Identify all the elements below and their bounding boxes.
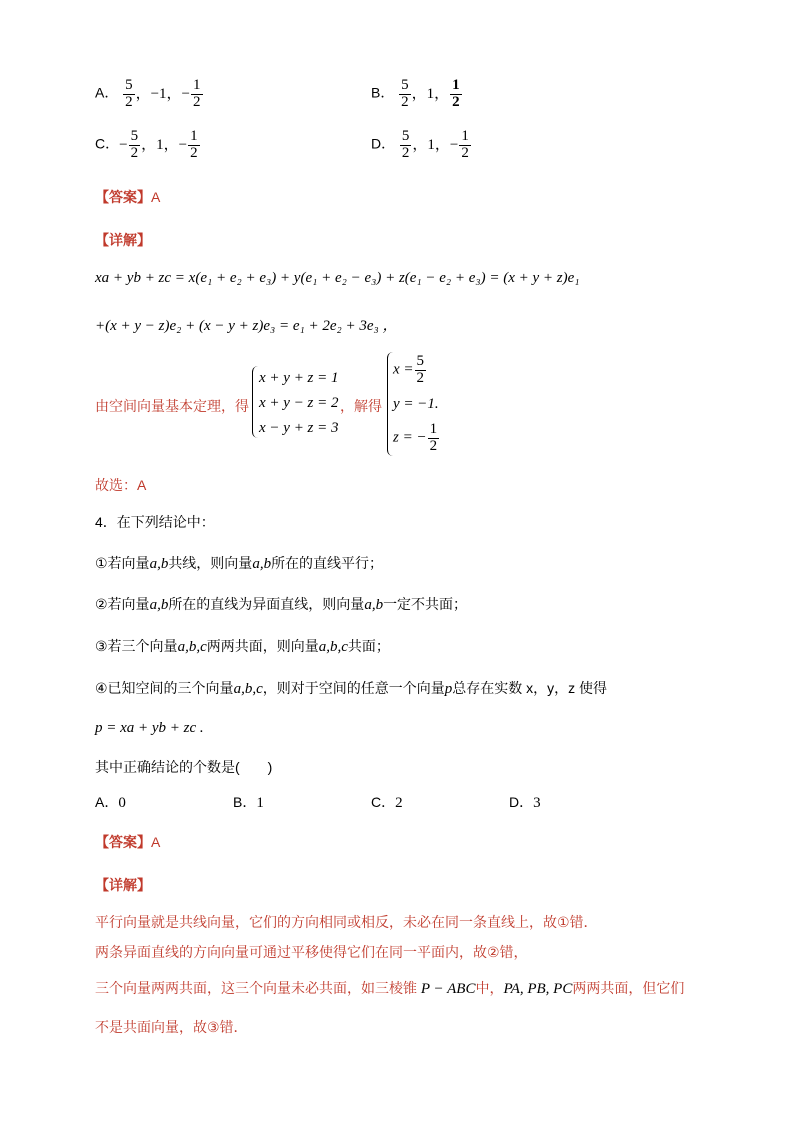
- detail-line-1: 平行向量就是共线向量，它们的方向相同或相反，未必在同一条直线上，故①错．: [95, 914, 598, 930]
- option-value: 2: [395, 795, 403, 811]
- fraction-denominator: 2: [461, 144, 469, 161]
- vector-symbols: a,b: [149, 597, 169, 613]
- q4-option-b: [233, 792, 264, 812]
- question-ask: 其中正确结论的个数是( ): [95, 759, 273, 775]
- fraction-denominator: 2: [193, 93, 201, 110]
- option-text: −: [119, 136, 128, 153]
- fraction-numerator: 5: [125, 77, 133, 93]
- statement-3: [95, 636, 390, 656]
- answer-tag: 【答案】: [95, 834, 151, 850]
- vector-symbols: a,b,c: [233, 681, 263, 697]
- detail-text: 中，: [475, 980, 504, 996]
- option-label: D．: [371, 135, 396, 152]
- option-a: [95, 78, 204, 111]
- fraction-denominator: 2: [401, 93, 409, 110]
- solution-y: [393, 396, 439, 413]
- option-value: 1: [256, 795, 264, 811]
- statement-text: ①若向量: [95, 555, 150, 571]
- fraction-denominator: 2: [190, 144, 198, 161]
- option-text: ，1，−: [141, 136, 188, 153]
- statement-text: 所在的直线为异面直线，则向量: [168, 596, 365, 612]
- option-c: [95, 129, 201, 162]
- q4-option-d: [509, 792, 541, 812]
- option-text: ，1，−: [412, 136, 459, 153]
- fraction-numerator: 1: [193, 77, 201, 93]
- q4-option-c: [371, 792, 403, 812]
- statement-text: 总存在实数 x，y，z 使得: [452, 680, 608, 696]
- fraction-denominator: 2: [125, 93, 133, 110]
- statement-text: 所在的直线平行；: [271, 555, 384, 571]
- statement-2: [95, 594, 467, 614]
- fraction-numerator: 1: [190, 128, 198, 144]
- option-b: [371, 78, 463, 111]
- option-text: ，1，: [411, 85, 450, 102]
- statement-text: 一定不共面；: [383, 596, 468, 612]
- option-value: 3: [533, 795, 541, 811]
- statement-text: ，则对于空间的任意一个向量: [262, 680, 445, 696]
- option-label: D．: [509, 794, 534, 810]
- detail-tag: 【详解】: [95, 232, 151, 248]
- fraction-denominator: 2: [416, 369, 425, 386]
- fraction-numerator: 1: [461, 128, 469, 144]
- option-label: A．: [95, 84, 119, 101]
- detail-text: 两两共面，但它们: [572, 980, 685, 996]
- fraction-denominator: 2: [429, 437, 438, 454]
- statement-text: 两两共面，则向量: [206, 638, 319, 654]
- equation-line-2: +(x + y − z)e₂ + (x − y + z)e₃ = e₁ + 2e₂ + 3e₃ ，: [95, 318, 398, 334]
- math-expression: P − ABC: [420, 981, 476, 997]
- statement-text: ④已知空间的三个向量: [95, 680, 234, 696]
- period: .: [434, 396, 439, 412]
- fraction-denominator: 2: [452, 93, 460, 110]
- option-value: 0: [118, 795, 126, 811]
- detail-tag: 【详解】: [95, 877, 151, 893]
- detail-line-2: 两条异面直线的方向向量可通过平移使得它们在同一平面内，故②错，: [95, 944, 528, 960]
- detail-line-4: 不是共面向量，故③错．: [95, 1019, 248, 1035]
- detail-text: 三个向量两两共面，这三个向量未必共面，如三棱锥: [95, 980, 417, 996]
- vector-symbols: p: [444, 681, 453, 697]
- solution-text: y = −1: [393, 396, 435, 412]
- detail-line-3: [95, 978, 684, 998]
- answer-letter: A: [151, 834, 161, 850]
- vector-symbols: a,b: [364, 597, 384, 613]
- system-eq-1: x + y + z = 1: [259, 370, 339, 386]
- theorem-text: 由空间向量基本定理，得: [95, 398, 249, 414]
- vector-symbols: PA, PB, PC: [503, 981, 573, 997]
- solution-text: x =: [393, 361, 414, 378]
- vector-symbols: a,b,c: [318, 639, 348, 655]
- option-label: C．: [95, 135, 120, 152]
- vector-symbols: a,b,c: [177, 639, 207, 655]
- answer-line: [95, 832, 160, 852]
- solution-text: z = −: [393, 429, 427, 446]
- system-eq-3: x − y + z = 3: [259, 420, 339, 436]
- option-label: A．: [95, 794, 119, 810]
- statement-1: [95, 553, 383, 573]
- fraction-denominator: 2: [130, 144, 139, 161]
- question-stem: 4．在下列结论中：: [95, 514, 215, 530]
- system-eq-2: x + y − z = 2: [259, 395, 339, 411]
- q4-option-a: [95, 792, 126, 812]
- fraction-numerator: 5: [130, 128, 139, 144]
- option-label: C．: [371, 794, 396, 810]
- fraction-denominator: 2: [401, 144, 410, 161]
- fraction-numerator: 1: [429, 421, 438, 437]
- statement-text: ③若三个向量: [95, 638, 178, 654]
- option-label: B．: [233, 794, 257, 810]
- solution-x: [393, 354, 427, 387]
- statement-text: 共面；: [347, 638, 390, 654]
- option-d: [371, 129, 472, 162]
- fraction-numerator: 5: [401, 77, 409, 93]
- fraction-numerator: 5: [416, 353, 425, 369]
- answer-tag: 【答案】: [95, 189, 151, 205]
- statement-text: 共线，则向量: [168, 555, 253, 571]
- solution-z: [393, 422, 440, 455]
- answer-letter: A: [151, 189, 161, 205]
- fraction-numerator: 1: [452, 77, 460, 93]
- option-label: B．: [371, 84, 395, 101]
- conclusion-text: 故选：A: [95, 477, 147, 493]
- left-brace: [252, 366, 259, 438]
- solve-text: ，解得: [340, 398, 382, 414]
- fraction-numerator: 5: [401, 128, 410, 144]
- statement-text: ②若向量: [95, 596, 150, 612]
- answer-line: [95, 187, 160, 207]
- equation-line-1: xa + yb + zc = x(e₁ + e₂ + e₃) + y(e₁ + e₂ − e₃) + z(e₁ − e₂ + e₃) = (x + y + z)e₁: [95, 270, 580, 286]
- option-text: ，−1，−: [135, 85, 191, 102]
- vector-symbols: a,b: [149, 556, 169, 572]
- statement-4: [95, 678, 607, 698]
- vector-symbols: a,b: [252, 556, 272, 572]
- statement-4-equation: p = xa + yb + zc .: [95, 720, 204, 736]
